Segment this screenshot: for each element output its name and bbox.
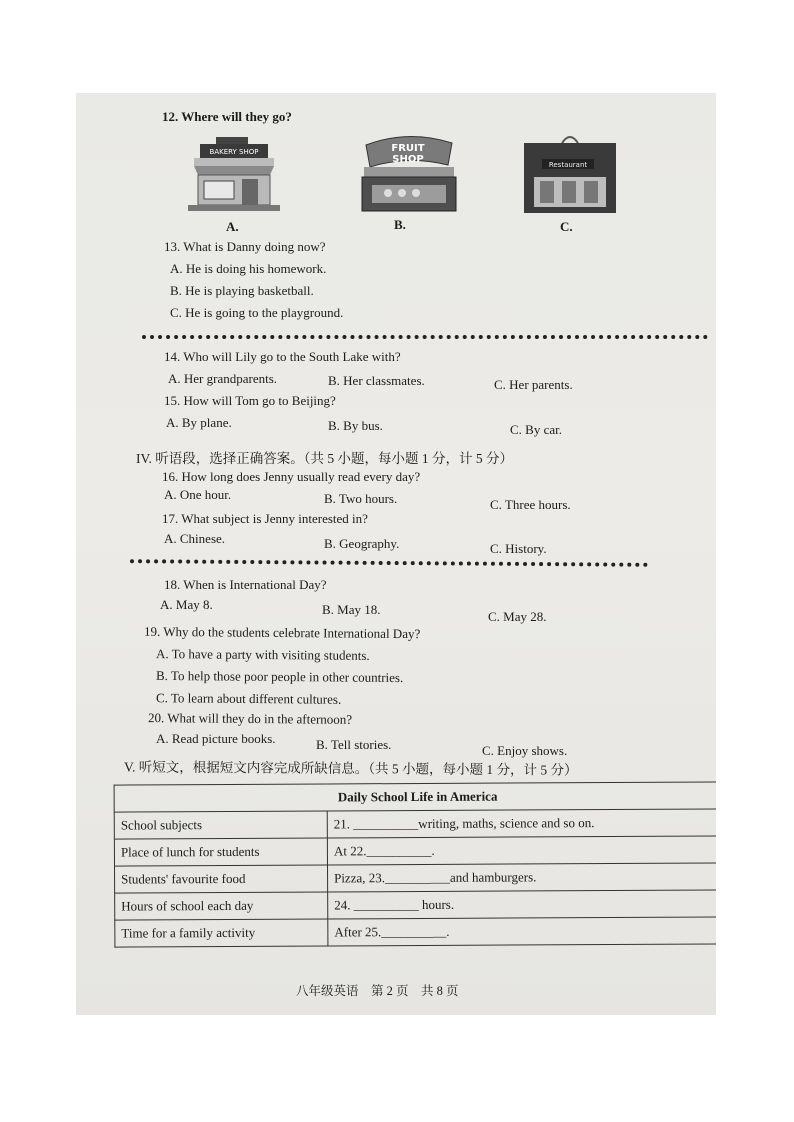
row-label: Students' favourite food	[115, 865, 328, 893]
q15-option-c: C. By car.	[510, 422, 562, 437]
question-14: 14. Who will Lily go to the South Lake with?	[164, 349, 401, 364]
row-label: Hours of school each day	[115, 892, 328, 920]
q18-option-a: A. May 8.	[160, 597, 213, 612]
q19-option-b: B. To help those poor people in other countries.	[155, 667, 404, 686]
restaurant-image	[522, 133, 618, 215]
bakery-sign: BAKERY SHOP	[209, 148, 259, 156]
q16-option-c: C. Three hours.	[490, 497, 571, 512]
q14-option-b: B. Her classmates.	[328, 373, 425, 388]
table-row	[115, 917, 716, 947]
q13-option-a: A. He is doing his homework.	[170, 261, 327, 276]
q14-option-c: C. Her parents.	[494, 377, 573, 392]
row-label: School subjects	[114, 811, 327, 839]
q20-option-a: A. Read picture books.	[156, 731, 276, 746]
q17-option-b: B. Geography.	[324, 536, 400, 551]
q19-option-c: C. To learn about different cultures.	[155, 690, 342, 707]
fruit-sign-line2: SHOP	[392, 154, 424, 165]
table-title: Daily School Life in America	[114, 782, 716, 812]
question-13: 13. What is Danny doing now?	[164, 239, 326, 254]
restaurant-sign: Restaurant	[548, 161, 588, 169]
q20-option-c: C. Enjoy shows.	[482, 743, 568, 758]
question-15: 15. How will Tom go to Beijing?	[164, 393, 336, 408]
q15-option-a: A. By plane.	[166, 415, 232, 430]
question-17: 17. What subject is Jenny interested in?	[162, 511, 368, 526]
q19-option-a: A. To have a party with visiting students.	[155, 646, 370, 663]
divider-dotted	[130, 559, 648, 567]
row-value: At 22.__________.	[327, 836, 716, 865]
row-value: 21. __________writing, maths, science and so on.	[327, 809, 716, 838]
info-table	[114, 781, 716, 947]
row-value: Pizza, 23.__________and hamburgers.	[328, 863, 716, 892]
bakery-shop-image	[186, 135, 282, 215]
question-20: 20. What will they do in the afternoon?	[147, 710, 353, 727]
q16-option-a: A. One hour.	[164, 487, 232, 502]
q13-option-b: B. He is playing basketball.	[170, 283, 314, 298]
question-12: 12. Where will they go?	[162, 109, 292, 124]
fruit-shop-image	[358, 131, 460, 217]
option-c-label: C.	[560, 219, 573, 234]
exam-page	[76, 93, 716, 1015]
q17-option-a: A. Chinese.	[164, 531, 226, 546]
q18-option-b: B. May 18.	[322, 602, 381, 617]
q15-option-b: B. By bus.	[328, 418, 383, 433]
fruit-sign-line1: FRUIT	[391, 143, 425, 154]
q14-option-a: A. Her grandparents.	[168, 371, 278, 386]
section-4-heading: IV. 听语段，选择正确答案。（共 5 小题，每小题 1 分，计 5 分）	[136, 451, 514, 466]
option-a-label: A.	[226, 219, 239, 234]
q16-option-b: B. Two hours.	[324, 491, 398, 506]
table-row	[114, 809, 716, 839]
q17-option-c: C. History.	[490, 541, 547, 556]
section-5-heading: V. 听短文，根据短文内容完成所缺信息。（共 5 小题，每小题 1 分，计 5 分）	[123, 759, 578, 778]
question-16: 16. How long does Jenny usually read every day?	[162, 469, 421, 484]
table-row	[115, 890, 716, 920]
table-row	[114, 836, 716, 866]
row-label: Place of lunch for students	[114, 838, 327, 866]
table-row	[115, 863, 716, 893]
row-value: After 25.__________.	[328, 917, 716, 946]
q20-option-b: B. Tell stories.	[316, 737, 392, 752]
question-19: 19. Why do the students celebrate International Day?	[143, 623, 421, 642]
row-label: Time for a family activity	[115, 919, 328, 947]
question-18: 18. When is International Day?	[164, 577, 327, 592]
table-title-row	[114, 782, 716, 812]
row-value: 24. __________ hours.	[328, 890, 716, 919]
q18-option-c: C. May 28.	[488, 609, 547, 624]
q13-option-c: C. He is going to the playground.	[170, 305, 344, 320]
option-b-label: B.	[394, 217, 406, 232]
divider-dotted	[142, 335, 708, 339]
page-footer: 八年级英语 第 2 页 共 8 页	[296, 984, 459, 998]
